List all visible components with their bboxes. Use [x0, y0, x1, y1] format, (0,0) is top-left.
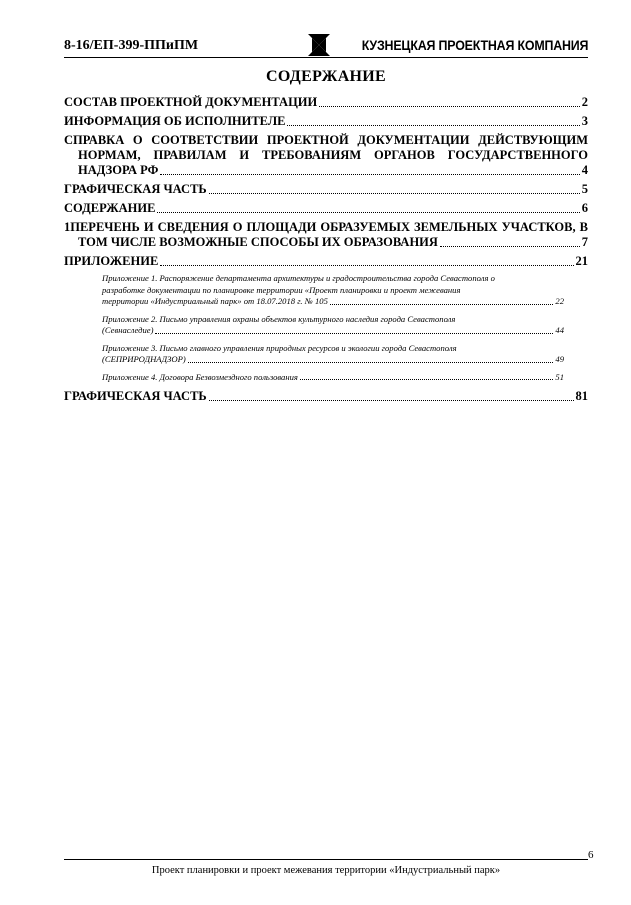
toc-entry-page: 21 — [575, 254, 588, 268]
leader-dots — [160, 265, 573, 266]
toc-entry-page: 4 — [581, 163, 588, 177]
company-logo-icon — [308, 34, 330, 56]
leader-dots — [209, 193, 580, 194]
appendix-title-line: разработке документации по планировке территории «Проект планировки и проект межевания — [102, 284, 461, 295]
toc-entry-title: ГРАФИЧЕСКАЯ ЧАСТЬ — [64, 389, 207, 403]
appendix-title-line: (Севнаследие) — [102, 325, 154, 335]
toc-appendix-entry[interactable] — [102, 273, 588, 308]
page-number: 6 — [588, 849, 594, 861]
leader-dots — [319, 106, 579, 107]
leader-dots — [188, 362, 554, 363]
leader-dots — [209, 400, 574, 401]
toc-entry-title: ИНФОРМАЦИЯ ОБ ИСПОЛНИТЕЛЕ — [64, 114, 286, 128]
toc-entry[interactable] — [64, 201, 588, 216]
header-rule — [64, 57, 588, 58]
toc-entry[interactable] — [64, 254, 588, 269]
toc-entry-title: ПРИЛОЖЕНИЕ — [64, 254, 159, 268]
toc-entry-page: 3 — [581, 114, 588, 128]
toc-entry-title-line: НАДЗОРА РФ — [78, 163, 159, 177]
leader-dots — [160, 174, 579, 175]
toc-entry[interactable] — [64, 133, 588, 178]
appendix-page: 44 — [555, 325, 564, 335]
leader-dots — [155, 333, 553, 334]
toc-entry-title-line: НОРМАМ, ПРАВИЛАМ И ТРЕБОВАНИЯМ ОРГАНОВ ГОСУДАРСТВЕННОГО — [78, 148, 588, 162]
appendix-title-line: Приложение 3. Письмо главного управления природных ресурсов и экологии города Севастополя — [102, 342, 457, 353]
toc-title: СОДЕРЖАНИЕ — [265, 68, 387, 85]
toc-appendix-entry[interactable] — [102, 314, 588, 337]
leader-dots — [440, 246, 580, 247]
toc-appendix-entry[interactable] — [102, 343, 588, 366]
toc-entry-title-line: 1ПЕРЕЧЕНЬ И СВЕДЕНИЯ О ПЛОЩАДИ ОБРАЗУЕМЫХ ЗЕМЕЛЬНЫХ УЧАСТКОВ, В — [64, 220, 588, 234]
footer-rule — [64, 859, 588, 860]
leader-dots — [300, 379, 554, 380]
appendix-page: 49 — [555, 354, 564, 364]
toc-entry-page: 5 — [581, 182, 588, 196]
table-of-contents — [64, 95, 588, 408]
toc-entry[interactable] — [64, 95, 588, 110]
appendix-title-line: (СЕПРИРОДНАДЗОР) — [102, 354, 186, 364]
document-code: 8-16/ЕП-399-ППиПМ — [64, 38, 199, 53]
toc-entry-title-line: СПРАВКА О СООТВЕТСТВИИ ПРОЕКТНОЙ ДОКУМЕНТАЦИИ ДЕЙСТВУЮЩИМ — [64, 133, 588, 147]
page-header — [64, 34, 588, 56]
toc-entry-title-line: ТОМ ЧИСЛЕ ВОЗМОЖНЫЕ СПОСОБЫ ИХ ОБРАЗОВАНИЯ — [78, 235, 438, 249]
toc-entry-title: СОСТАВ ПРОЕКТНОЙ ДОКУМЕНТАЦИИ — [64, 95, 318, 109]
toc-entry-page: 81 — [575, 389, 588, 403]
company-name: КУЗНЕЦКАЯ ПРОЕКТНАЯ КОМПАНИЯ — [361, 37, 588, 53]
toc-entry[interactable] — [64, 114, 588, 129]
company-branding — [308, 34, 588, 56]
appendix-title-line: Приложение 4. Договора Безвозмездного пользования — [102, 371, 298, 382]
leader-dots — [287, 125, 579, 126]
footer-title: Проект планировки и проект межевания территории «Индустриальный парк» — [151, 865, 501, 876]
appendix-title-line: территории «Индустриальный парк» от 18.07.2018 г. № 105 — [102, 296, 328, 306]
appendix-title-line: Приложение 2. Письмо управления охраны объектов культурного наследия города Севастополя — [102, 313, 456, 324]
toc-entry-title: ГРАФИЧЕСКАЯ ЧАСТЬ — [64, 182, 207, 196]
toc-entry[interactable] — [64, 220, 588, 250]
leader-dots — [330, 304, 554, 305]
toc-entry-page: 2 — [581, 95, 588, 109]
toc-entry-page: 6 — [581, 201, 588, 215]
toc-entry-title: СОДЕРЖАНИЕ — [64, 201, 156, 215]
toc-entry[interactable] — [64, 389, 588, 404]
toc-entry-page: 7 — [581, 235, 588, 249]
toc-entry[interactable] — [64, 182, 588, 197]
leader-dots — [157, 212, 579, 213]
toc-appendix-entry[interactable] — [102, 372, 588, 384]
appendix-title-line: Приложение 1. Распоряжение департамента архитектуры и градостроительства города Севастополя о — [102, 273, 495, 283]
appendix-page: 22 — [555, 296, 564, 306]
appendix-page: 51 — [555, 371, 564, 382]
